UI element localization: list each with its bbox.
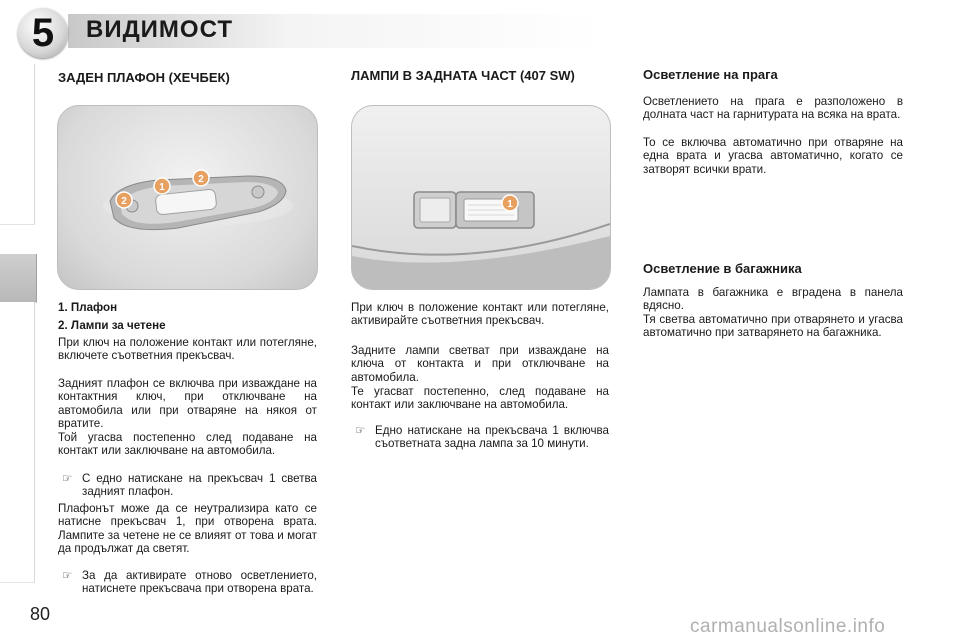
- paragraph: При ключ на положение контакт или потегляне, включете съответния прекъсвач.: [58, 336, 317, 363]
- list-item: 2. Лампи за четене: [58, 319, 166, 332]
- bullet-item: [62, 569, 317, 611]
- section-heading-rear-ceiling-light: ЗАДЕН ПЛАФОН (ХЕЧБЕК): [58, 70, 230, 85]
- callout-label: 1: [159, 182, 165, 193]
- list-item: 1. Плафон: [58, 301, 118, 314]
- paragraph: Осветлението на прага е разположено в долната част на гарнитурата на всяка на врата.: [643, 95, 903, 122]
- callout-marker: [116, 192, 132, 208]
- paragraph: Задният плафон се включва при изваждане на контактния ключ, при отключване на автомобила или при отваряне на някоя от вратите.: [58, 377, 317, 431]
- chapter-badge: [18, 8, 68, 58]
- chapter-tab-active[interactable]: [0, 254, 37, 303]
- callout-marker: [193, 170, 209, 186]
- bullet-text: Едно натискане на прекъсвача 1 включва съответната задна лампа за 10 минути.: [375, 424, 609, 451]
- bullet-text: За да активирате отново осветлението, натиснете прекъсвача при отворена врата.: [82, 569, 317, 596]
- chapter-tab[interactable]: [0, 302, 35, 343]
- callout-label: 2: [198, 174, 204, 185]
- rear-lamps-illustration: [352, 106, 610, 289]
- paragraph: То се включва автоматично при отваряне на една врата и угасва автоматично, когато се затворят всички врати.: [643, 136, 903, 176]
- chapter-number: 5: [31, 11, 55, 55]
- bullet-item: [62, 472, 317, 502]
- chapter-title: ВИДИМОСТ: [86, 16, 233, 43]
- chapter-tab[interactable]: [0, 422, 35, 463]
- chapter-tab[interactable]: [0, 502, 35, 543]
- callout-marker: [502, 195, 518, 211]
- rear-lamps-figure: [351, 105, 611, 290]
- paragraph: Те угасват постепенно, след подаване на контакт или заключване на автомобила.: [351, 385, 609, 412]
- page-number: 80: [30, 604, 51, 624]
- section-heading-boot-lighting: Осветление в багажника: [643, 261, 802, 276]
- chapter-tab[interactable]: [0, 382, 35, 423]
- callout-label: 2: [121, 196, 127, 207]
- chapter-tab[interactable]: [0, 184, 35, 225]
- callout-marker: [154, 178, 170, 194]
- chapter-tab[interactable]: [0, 542, 35, 583]
- chapter-tab[interactable]: [0, 144, 35, 185]
- chapter-tab[interactable]: [0, 462, 35, 503]
- pointing-hand-icon: ☞: [62, 569, 73, 582]
- ceiling-light-illustration: [58, 106, 317, 289]
- bullet-text: С едно натискане на прекъсвач 1 светва задният плафон.: [82, 472, 317, 499]
- chapter-tab[interactable]: [0, 64, 35, 105]
- bullet-item: [355, 424, 609, 466]
- callout-label: 1: [507, 199, 513, 210]
- paragraph: Тя светва автоматично при отварянето и угасва автоматично при затварянето на багажника.: [643, 313, 903, 340]
- pointing-hand-icon: ☞: [62, 472, 73, 485]
- paragraph: Плафонът може да се неутрализира като се натисне прекъсвач 1, при отворена врата. Лампите за четене не се влияят от това и могат да продължат да светят.: [58, 502, 317, 556]
- ceiling-light-figure: [57, 105, 318, 290]
- section-heading-door-sill-lighting: Осветление на прага: [643, 67, 778, 82]
- paragraph: Задните лампи светват при изваждане на ключа от контакта и при отключване на автомобила.: [351, 344, 609, 384]
- paragraph: При ключ в положение контакт или потегляне, активирайте съответния прекъсвач.: [351, 301, 609, 328]
- paragraph: Лампата в багажника е вградена в панела вдясно.: [643, 286, 903, 313]
- watermark: carmanualsonline.info: [690, 616, 886, 637]
- chapter-tab[interactable]: [0, 104, 35, 145]
- paragraph: Той угасва постепенно след подаване на контакт или заключване на автомобила.: [58, 431, 317, 458]
- section-heading-rear-lamps: ЛАМПИ В ЗАДНАТА ЧАСТ (407 SW): [351, 68, 575, 83]
- chapter-tab[interactable]: [0, 342, 35, 383]
- pointing-hand-icon: ☞: [355, 424, 366, 437]
